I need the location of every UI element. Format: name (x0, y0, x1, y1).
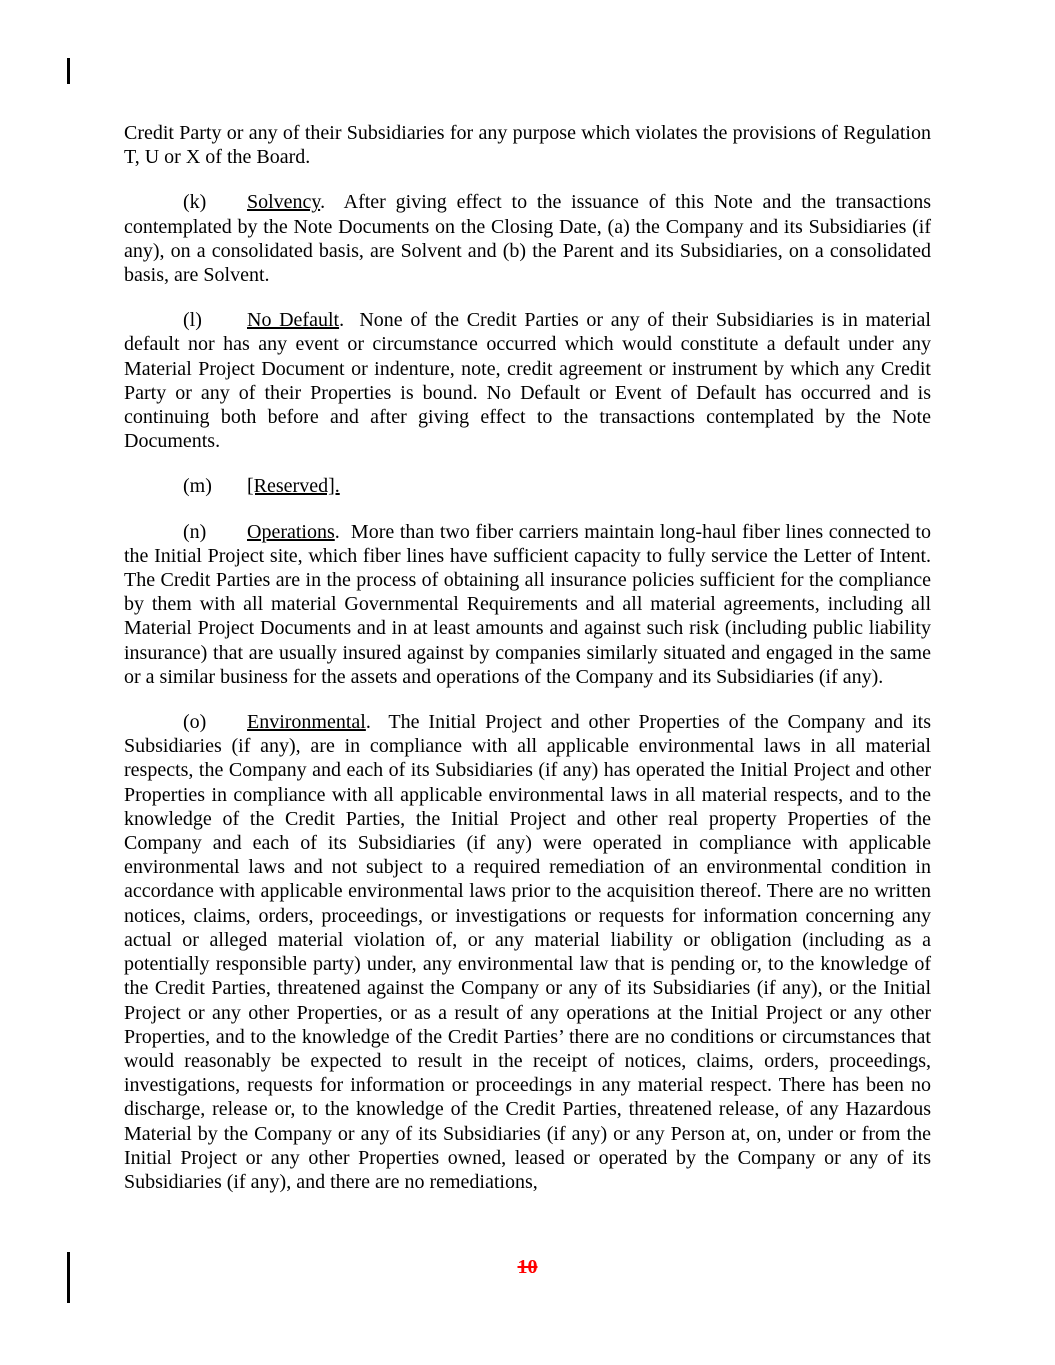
section-label: (m) (183, 475, 212, 498)
paragraph: Credit Party or any of their Subsidiaries for any purpose which violates the provisions of Regulation T, U or X of the Board. (124, 122, 931, 169)
paragraph: (l) No Default. None of the Credit Parties or any of their Subsidiaries is in material default nor has any event or circumstance occurred which would constitute a default under any Material Project Document or indenture, note, credit agreement or instrument by which any Credit Party or any of their Properties is bound. No Default or Event of Default has occurred and is continuing both before and after giving effect to the transactions contemplated by the Note Documents. (124, 309, 931, 453)
paragraph: (n) Operations. More than two fiber carriers maintain long-haul fiber lines connected to the Initial Project site, which fiber lines have sufficient capacity to fully service the Letter of Intent. The Credit Parties are in the process of obtaining all insurance policies sufficient for the compliance by them with all material Governmental Requirements and all material agreements, including all Material Project Documents and in at least amounts and against such risk (including public liability insurance) that are usually insured against by companies similarly situated and engaged in the same or a similar business for the assets and operations of the Company and its Subsidiaries (if any). (124, 520, 931, 688)
revision-change-bar-top (67, 58, 70, 84)
section-label: (l) (183, 309, 202, 332)
section-label: (n) (183, 520, 207, 543)
section-heading: [Reserved]. (247, 475, 340, 498)
section-heading: Solvency (247, 191, 321, 214)
section-label: (k) (183, 191, 207, 214)
paragraph: (k) Solvency. After giving effect to the issuance of this Note and the transactions contemplated by the Note Documents on the Closing Date, (a) the Company and its Subsidiaries (if any), on a consolidated basis, are Solvent and (b) the Parent and its Subsidiaries, on a consolidated basis, are Solvent. (124, 191, 931, 287)
document-body (124, 121, 931, 1194)
page-number: 10 (517, 1256, 538, 1278)
page-footer (0, 1256, 1055, 1279)
section-heading: Operations (247, 520, 335, 543)
section-heading: No Default (247, 309, 340, 332)
paragraph (124, 474, 931, 498)
section-heading: Environmental (247, 711, 366, 734)
paragraph: (o) Environmental. The Initial Project and other Properties of the Company and its Subsidiaries (if any), are in compliance with all applicable environmental laws in all material respects, the Company and each of its Subsidiaries (if any) has operated the Initial Project and other Properties in compliance with all applicable environmental laws in all material respects, and to the knowledge of the Credit Parties, the Initial Project and other real property Properties of the Company and each of its Subsidiaries (if any) were operated in compliance with applicable environmental laws and not subject to a required remediation of an environmental condition in accordance with applicable environmental laws prior to the acquisition thereof. There are no written notices, claims, orders, proceedings, or investigations or requests for information concerning any actual or alleged material violation of, or any material liability or obligation (including as a potentially responsible party) under, any environmental law that is pending or, to the knowledge of the Credit Parties, threatened against the Company or any of its Subsidiaries (if any), or the Initial Project or any other Properties, or as a result of any operations at the Initial Project or any other Properties, and to the knowledge of the Credit Parties’ there are no conditions or circumstances that would reasonably be expected to result in the receipt of notices, claims, orders, proceedings, investigations, requests for information or proceedings in any material respect. There has been no discharge, release or, to the knowledge of the Credit Parties, threatened release, of any Hazardous Material by the Company or any of its Subsidiaries (if any) or any Person at, on, under or from the Initial Project or any other Properties owned, leased or operated by the Company or any of its Subsidiaries (if any), and there are no remediations, (124, 711, 931, 1193)
section-label: (o) (183, 711, 207, 734)
